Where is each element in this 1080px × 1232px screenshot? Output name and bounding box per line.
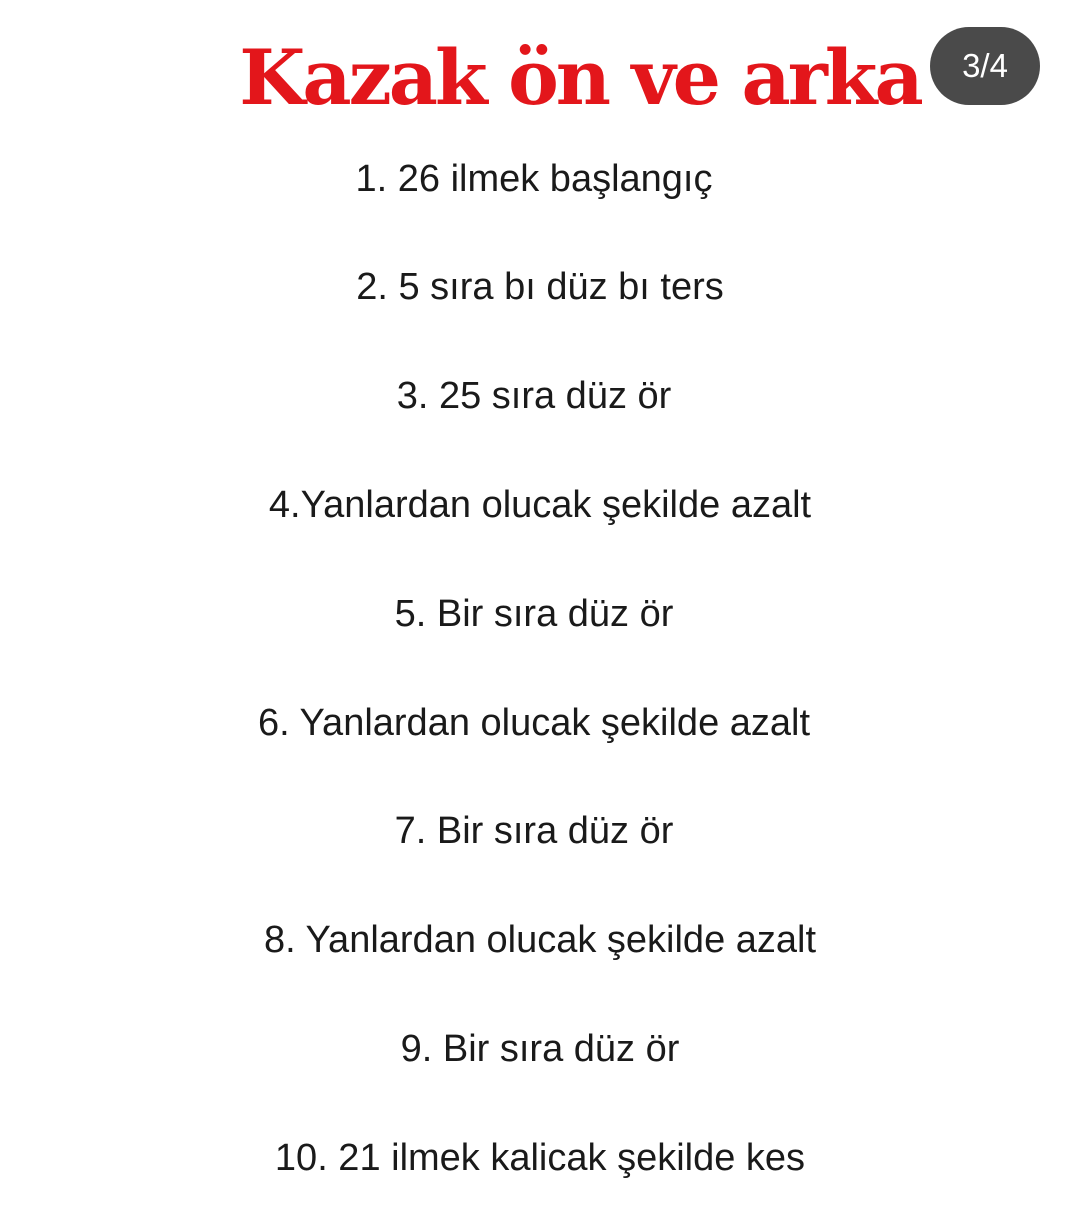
instruction-step: 3. 25 sıra düz ör	[396, 375, 672, 417]
page-title: Kazak ön ve arka	[239, 33, 921, 122]
instruction-step: 5. Bir sıra düz ör	[394, 593, 674, 635]
instruction-step: 1. 26 ilmek başlangıç	[355, 158, 713, 200]
page-counter-badge: 3/4	[930, 27, 1040, 105]
instruction-step: 9. Bir sıra düz ör	[400, 1028, 680, 1070]
instruction-step: 4.Yanlardan olucak şekilde azalt	[268, 484, 812, 526]
instruction-step: 2. 5 sıra bı düz bı ters	[356, 266, 724, 308]
instruction-step: 10. 21 ilmek kalicak şekilde kes	[274, 1137, 806, 1179]
instruction-step: 6. Yanlardan olucak şekilde azalt	[257, 702, 811, 744]
instruction-step: 8. Yanlardan olucak şekilde azalt	[263, 919, 817, 961]
instruction-step: 7. Bir sıra düz ör	[394, 810, 674, 852]
